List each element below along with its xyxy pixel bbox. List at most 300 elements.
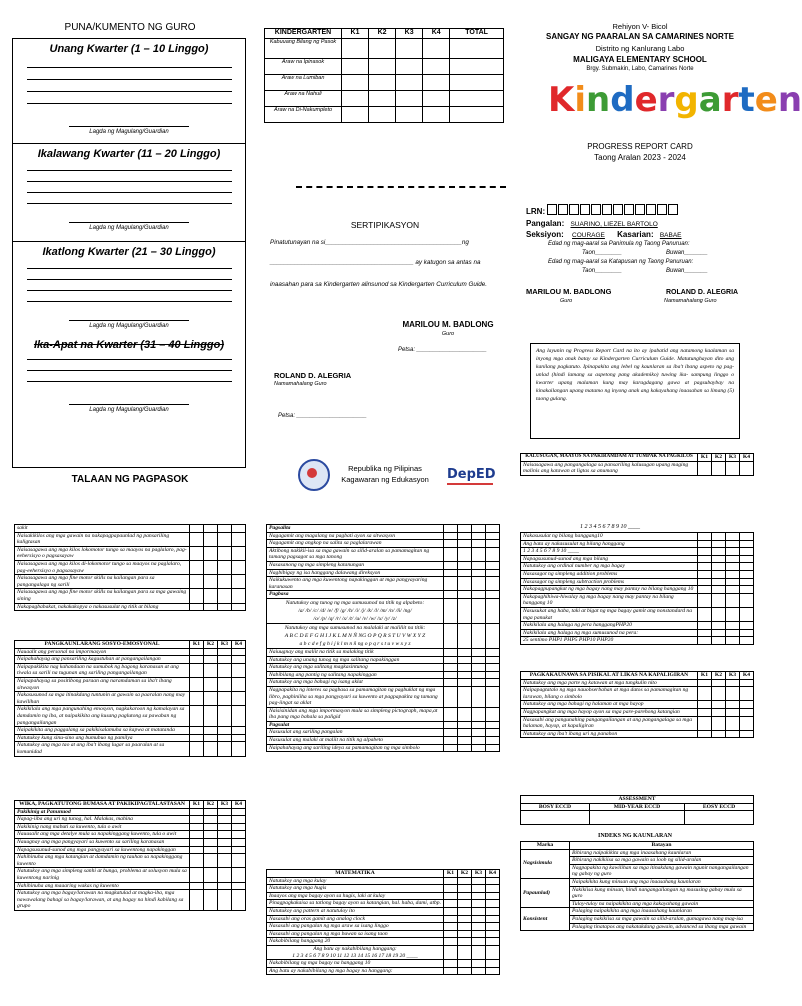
rating-cell[interactable]: [486, 729, 500, 737]
rating-cell[interactable]: [204, 808, 218, 816]
rating-cell[interactable]: [190, 692, 204, 706]
rating-cell[interactable]: [486, 569, 500, 577]
rating-cell[interactable]: [712, 533, 726, 541]
rating-cell[interactable]: [698, 622, 712, 630]
rating-cell[interactable]: [486, 721, 500, 729]
rating-cell[interactable]: [486, 591, 500, 599]
rating-cell[interactable]: [204, 816, 218, 824]
rating-cell[interactable]: [232, 846, 246, 854]
rating-cell[interactable]: [712, 679, 726, 687]
rating-cell[interactable]: [712, 687, 726, 701]
rating-cell[interactable]: [444, 877, 458, 885]
rating-cell[interactable]: [458, 577, 472, 591]
rating-cell[interactable]: [712, 578, 726, 586]
rating-cell[interactable]: [486, 923, 500, 931]
rating-cell[interactable]: [458, 707, 472, 721]
rating-cell[interactable]: [486, 900, 500, 908]
rating-cell[interactable]: [218, 546, 232, 560]
rating-cell[interactable]: [486, 892, 500, 900]
rating-cell[interactable]: [698, 555, 712, 563]
rating-cell[interactable]: [204, 663, 218, 677]
rating-cell[interactable]: [740, 716, 754, 730]
rating-cell[interactable]: [444, 892, 458, 900]
rating-cell[interactable]: [204, 648, 218, 656]
rating-cell[interactable]: [458, 960, 472, 968]
rating-cell[interactable]: [726, 730, 740, 738]
rating-cell[interactable]: [472, 547, 486, 561]
rating-cell[interactable]: [698, 540, 712, 548]
rating-cell[interactable]: [190, 575, 204, 589]
rating-cell[interactable]: [486, 671, 500, 679]
rating-cell[interactable]: [486, 967, 500, 975]
rating-cell[interactable]: [190, 677, 204, 691]
rating-cell[interactable]: [232, 882, 246, 890]
rating-cell[interactable]: [458, 671, 472, 679]
rating-cell[interactable]: [204, 677, 218, 691]
rating-cell[interactable]: [218, 823, 232, 831]
rating-cell[interactable]: [204, 727, 218, 735]
rating-cell[interactable]: [472, 907, 486, 915]
rating-cell[interactable]: [190, 742, 204, 756]
rating-cell[interactable]: [204, 589, 218, 603]
rating-cell[interactable]: [486, 547, 500, 561]
rating-cell[interactable]: [458, 540, 472, 548]
rating-cell[interactable]: [486, 686, 500, 707]
rating-cell[interactable]: [232, 692, 246, 706]
rating-cell[interactable]: [204, 532, 218, 546]
rating-cell[interactable]: [444, 547, 458, 561]
rating-cell[interactable]: [204, 890, 218, 911]
rating-cell[interactable]: [726, 708, 740, 716]
rating-cell[interactable]: [232, 838, 246, 846]
rating-cell[interactable]: [486, 930, 500, 938]
rating-cell[interactable]: [204, 838, 218, 846]
rating-cell[interactable]: [218, 525, 232, 533]
rating-cell[interactable]: [486, 577, 500, 591]
rating-cell[interactable]: [472, 721, 486, 729]
rating-cell[interactable]: [726, 637, 740, 645]
rating-cell[interactable]: [740, 586, 754, 594]
rating-cell[interactable]: [204, 692, 218, 706]
rating-cell[interactable]: [204, 882, 218, 890]
rating-cell[interactable]: [712, 555, 726, 563]
rating-cell[interactable]: [486, 679, 500, 687]
rating-cell[interactable]: [190, 882, 204, 890]
rating-cell[interactable]: [190, 706, 204, 727]
rating-cell[interactable]: [218, 677, 232, 691]
rating-cell[interactable]: [726, 548, 740, 556]
rating-cell[interactable]: [486, 744, 500, 752]
rating-cell[interactable]: [444, 737, 458, 745]
rating-cell[interactable]: [698, 586, 712, 594]
rating-cell[interactable]: [204, 868, 218, 882]
rating-cell[interactable]: [204, 656, 218, 664]
rating-cell[interactable]: [444, 664, 458, 672]
rating-cell[interactable]: [190, 831, 204, 839]
rating-cell[interactable]: [740, 629, 754, 637]
rating-cell[interactable]: [218, 727, 232, 735]
rating-cell[interactable]: [232, 823, 246, 831]
rating-cell[interactable]: [472, 532, 486, 540]
rating-cell[interactable]: [232, 742, 246, 756]
rating-cell[interactable]: [698, 607, 712, 621]
rating-cell[interactable]: [472, 915, 486, 923]
rating-cell[interactable]: [218, 890, 232, 911]
rating-cell[interactable]: [444, 744, 458, 752]
rating-cell[interactable]: [486, 915, 500, 923]
rating-cell[interactable]: [444, 671, 458, 679]
rating-cell[interactable]: [486, 938, 500, 946]
rating-cell[interactable]: [740, 637, 754, 645]
rating-cell[interactable]: [190, 525, 204, 533]
rating-cell[interactable]: [698, 687, 712, 701]
rating-cell[interactable]: [472, 744, 486, 752]
rating-cell[interactable]: [472, 885, 486, 893]
rating-cell[interactable]: [472, 877, 486, 885]
rating-cell[interactable]: [712, 622, 726, 630]
rating-cell[interactable]: [444, 656, 458, 664]
rating-cell[interactable]: [726, 593, 740, 607]
rating-cell[interactable]: [444, 591, 458, 599]
rating-cell[interactable]: [204, 846, 218, 854]
rating-cell[interactable]: [218, 589, 232, 603]
rating-cell[interactable]: [204, 546, 218, 560]
rating-cell[interactable]: [458, 737, 472, 745]
rating-cell[interactable]: [458, 591, 472, 599]
rating-cell[interactable]: [204, 831, 218, 839]
rating-cell[interactable]: [218, 838, 232, 846]
rating-cell[interactable]: [458, 721, 472, 729]
rating-cell[interactable]: [458, 561, 472, 569]
rating-cell[interactable]: [698, 578, 712, 586]
rating-cell[interactable]: [486, 656, 500, 664]
rating-cell[interactable]: [204, 575, 218, 589]
rating-cell[interactable]: [232, 546, 246, 560]
rating-cell[interactable]: [486, 648, 500, 656]
rating-cell[interactable]: [726, 563, 740, 571]
rating-cell[interactable]: [458, 907, 472, 915]
rating-cell[interactable]: [218, 868, 232, 882]
rating-cell[interactable]: [444, 915, 458, 923]
rating-cell[interactable]: [444, 648, 458, 656]
rating-cell[interactable]: [472, 569, 486, 577]
rating-cell[interactable]: [740, 578, 754, 586]
rating-cell[interactable]: [698, 593, 712, 607]
rating-cell[interactable]: [486, 907, 500, 915]
rating-cell[interactable]: [190, 808, 204, 816]
rating-cell[interactable]: [232, 560, 246, 574]
rating-cell[interactable]: [444, 525, 458, 533]
rating-cell[interactable]: [472, 686, 486, 707]
rating-cell[interactable]: [190, 854, 204, 868]
rating-cell[interactable]: [232, 868, 246, 882]
rating-cell[interactable]: [444, 540, 458, 548]
rating-cell[interactable]: [458, 729, 472, 737]
rating-cell[interactable]: [232, 656, 246, 664]
rating-cell[interactable]: [698, 629, 712, 637]
rating-cell[interactable]: [472, 729, 486, 737]
rating-cell[interactable]: [232, 575, 246, 589]
rating-cell[interactable]: [444, 721, 458, 729]
rating-cell[interactable]: [472, 938, 486, 946]
rating-cell[interactable]: [740, 730, 754, 738]
rating-cell[interactable]: [698, 548, 712, 556]
rating-cell[interactable]: [726, 687, 740, 701]
rating-cell[interactable]: [486, 737, 500, 745]
rating-cell[interactable]: [190, 816, 204, 824]
rating-cell[interactable]: [726, 570, 740, 578]
rating-cell[interactable]: [232, 677, 246, 691]
rating-cell[interactable]: [232, 808, 246, 816]
rating-cell[interactable]: [190, 546, 204, 560]
rating-cell[interactable]: [740, 708, 754, 716]
rating-cell[interactable]: [486, 561, 500, 569]
rating-cell[interactable]: [486, 707, 500, 721]
rating-cell[interactable]: [472, 923, 486, 931]
rating-cell[interactable]: [486, 960, 500, 968]
rating-cell[interactable]: [218, 816, 232, 824]
rating-cell[interactable]: [712, 637, 726, 645]
rating-cell[interactable]: [486, 664, 500, 672]
rating-cell[interactable]: [190, 663, 204, 677]
rating-cell[interactable]: [712, 629, 726, 637]
rating-cell[interactable]: [712, 607, 726, 621]
rating-cell[interactable]: [486, 532, 500, 540]
rating-cell[interactable]: [218, 808, 232, 816]
rating-cell[interactable]: [726, 716, 740, 730]
rating-cell[interactable]: [472, 671, 486, 679]
rating-cell[interactable]: [726, 701, 740, 709]
rating-cell[interactable]: [190, 589, 204, 603]
rating-cell[interactable]: [458, 664, 472, 672]
rating-cell[interactable]: [726, 586, 740, 594]
rating-cell[interactable]: [458, 547, 472, 561]
rating-cell[interactable]: [232, 603, 246, 611]
rating-cell[interactable]: [458, 686, 472, 707]
rating-cell[interactable]: [472, 960, 486, 968]
rating-cell[interactable]: [698, 637, 712, 645]
rating-cell[interactable]: [218, 532, 232, 546]
rating-cell[interactable]: [472, 900, 486, 908]
rating-cell[interactable]: [712, 593, 726, 607]
rating-cell[interactable]: [190, 890, 204, 911]
rating-cell[interactable]: [472, 525, 486, 533]
rating-cell[interactable]: [740, 687, 754, 701]
rating-cell[interactable]: [204, 854, 218, 868]
rating-cell[interactable]: [458, 930, 472, 938]
rating-cell[interactable]: [444, 577, 458, 591]
rating-cell[interactable]: [204, 706, 218, 727]
rating-cell[interactable]: [444, 707, 458, 721]
rating-cell[interactable]: [712, 730, 726, 738]
rating-cell[interactable]: [444, 967, 458, 975]
rating-cell[interactable]: [472, 892, 486, 900]
rating-cell[interactable]: [472, 737, 486, 745]
rating-cell[interactable]: [472, 591, 486, 599]
rating-cell[interactable]: [472, 648, 486, 656]
rating-cell[interactable]: [444, 679, 458, 687]
rating-cell[interactable]: [458, 679, 472, 687]
rating-cell[interactable]: [444, 960, 458, 968]
rating-cell[interactable]: [232, 663, 246, 677]
rating-cell[interactable]: [218, 560, 232, 574]
rating-cell[interactable]: [472, 656, 486, 664]
rating-cell[interactable]: [232, 734, 246, 742]
rating-cell[interactable]: [740, 533, 754, 541]
rating-cell[interactable]: [232, 648, 246, 656]
rating-cell[interactable]: [712, 540, 726, 548]
rating-cell[interactable]: [472, 930, 486, 938]
rating-cell[interactable]: [218, 831, 232, 839]
rating-cell[interactable]: [740, 563, 754, 571]
rating-cell[interactable]: [204, 742, 218, 756]
rating-cell[interactable]: [486, 525, 500, 533]
rating-cell[interactable]: [218, 742, 232, 756]
rating-cell[interactable]: [740, 701, 754, 709]
rating-cell[interactable]: [472, 707, 486, 721]
rating-cell[interactable]: [218, 854, 232, 868]
rating-cell[interactable]: [472, 577, 486, 591]
rating-cell[interactable]: [190, 846, 204, 854]
rating-cell[interactable]: [698, 679, 712, 687]
rating-cell[interactable]: [458, 569, 472, 577]
rating-cell[interactable]: [190, 734, 204, 742]
rating-cell[interactable]: [218, 648, 232, 656]
rating-cell[interactable]: [218, 692, 232, 706]
rating-cell[interactable]: [458, 915, 472, 923]
rating-cell[interactable]: [740, 679, 754, 687]
rating-cell[interactable]: [218, 882, 232, 890]
rating-cell[interactable]: [218, 603, 232, 611]
rating-cell[interactable]: [698, 570, 712, 578]
rating-cell[interactable]: [712, 548, 726, 556]
rating-cell[interactable]: [204, 560, 218, 574]
rating-cell[interactable]: [444, 907, 458, 915]
rating-cell[interactable]: [232, 525, 246, 533]
rating-cell[interactable]: [486, 877, 500, 885]
rating-cell[interactable]: [726, 622, 740, 630]
rating-cell[interactable]: [444, 532, 458, 540]
rating-cell[interactable]: [472, 679, 486, 687]
rating-cell[interactable]: [218, 734, 232, 742]
rating-cell[interactable]: [444, 569, 458, 577]
rating-cell[interactable]: [190, 648, 204, 656]
rating-cell[interactable]: [190, 656, 204, 664]
rating-cell[interactable]: [218, 656, 232, 664]
rating-cell[interactable]: [458, 885, 472, 893]
rating-cell[interactable]: [232, 589, 246, 603]
rating-cell[interactable]: [740, 555, 754, 563]
rating-cell[interactable]: [444, 900, 458, 908]
rating-cell[interactable]: [698, 701, 712, 709]
rating-cell[interactable]: [726, 629, 740, 637]
rating-cell[interactable]: [472, 664, 486, 672]
rating-cell[interactable]: [740, 607, 754, 621]
rating-cell[interactable]: [698, 708, 712, 716]
rating-cell[interactable]: [740, 540, 754, 548]
rating-cell[interactable]: [698, 730, 712, 738]
rating-cell[interactable]: [218, 575, 232, 589]
rating-cell[interactable]: [218, 706, 232, 727]
rating-cell[interactable]: [740, 622, 754, 630]
rating-cell[interactable]: [190, 823, 204, 831]
rating-cell[interactable]: [204, 734, 218, 742]
rating-cell[interactable]: [712, 701, 726, 709]
rating-cell[interactable]: [444, 729, 458, 737]
rating-cell[interactable]: [458, 967, 472, 975]
rating-cell[interactable]: [444, 930, 458, 938]
rating-cell[interactable]: [726, 540, 740, 548]
rating-cell[interactable]: [444, 923, 458, 931]
rating-cell[interactable]: [232, 831, 246, 839]
rating-cell[interactable]: [712, 716, 726, 730]
rating-cell[interactable]: [190, 532, 204, 546]
rating-cell[interactable]: [190, 838, 204, 846]
rating-cell[interactable]: [232, 532, 246, 546]
rating-cell[interactable]: [458, 532, 472, 540]
rating-cell[interactable]: [444, 561, 458, 569]
rating-cell[interactable]: [472, 967, 486, 975]
rating-cell[interactable]: [458, 877, 472, 885]
rating-cell[interactable]: [712, 586, 726, 594]
rating-cell[interactable]: [190, 868, 204, 882]
rating-cell[interactable]: [486, 885, 500, 893]
rating-cell[interactable]: [726, 555, 740, 563]
rating-cell[interactable]: [204, 603, 218, 611]
rating-cell[interactable]: [444, 938, 458, 946]
rating-cell[interactable]: [726, 533, 740, 541]
rating-cell[interactable]: [458, 656, 472, 664]
rating-cell[interactable]: [712, 570, 726, 578]
rating-cell[interactable]: [740, 548, 754, 556]
rating-cell[interactable]: [444, 885, 458, 893]
rating-cell[interactable]: [726, 679, 740, 687]
rating-cell[interactable]: [458, 923, 472, 931]
rating-cell[interactable]: [698, 716, 712, 730]
rating-cell[interactable]: [712, 708, 726, 716]
rating-cell[interactable]: [726, 578, 740, 586]
rating-cell[interactable]: [232, 816, 246, 824]
rating-cell[interactable]: [472, 540, 486, 548]
rating-cell[interactable]: [218, 846, 232, 854]
rating-cell[interactable]: [458, 892, 472, 900]
rating-cell[interactable]: [190, 560, 204, 574]
rating-cell[interactable]: [204, 823, 218, 831]
rating-cell[interactable]: [232, 706, 246, 727]
rating-cell[interactable]: [740, 593, 754, 607]
rating-cell[interactable]: [726, 607, 740, 621]
rating-cell[interactable]: [190, 727, 204, 735]
rating-cell[interactable]: [698, 563, 712, 571]
rating-cell[interactable]: [698, 533, 712, 541]
rating-cell[interactable]: [444, 686, 458, 707]
rating-cell[interactable]: [458, 938, 472, 946]
rating-cell[interactable]: [232, 727, 246, 735]
rating-cell[interactable]: [740, 570, 754, 578]
rating-cell[interactable]: [458, 744, 472, 752]
rating-cell[interactable]: [712, 563, 726, 571]
rating-cell[interactable]: [190, 603, 204, 611]
rating-cell[interactable]: [458, 900, 472, 908]
rating-cell[interactable]: [204, 525, 218, 533]
rating-cell[interactable]: [458, 525, 472, 533]
rating-cell[interactable]: [458, 648, 472, 656]
rating-cell[interactable]: [486, 540, 500, 548]
rating-cell[interactable]: [232, 854, 246, 868]
rating-cell[interactable]: [218, 663, 232, 677]
rating-cell[interactable]: [232, 890, 246, 911]
rating-cell[interactable]: [472, 561, 486, 569]
